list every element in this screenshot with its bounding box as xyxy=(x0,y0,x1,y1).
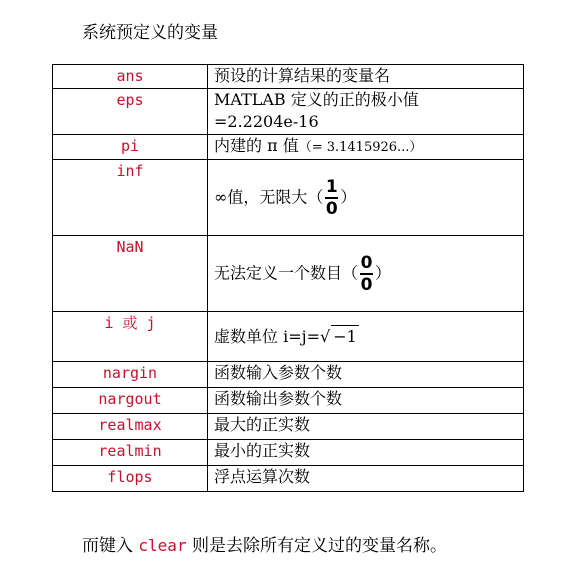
fraction xyxy=(325,178,338,218)
variable-name: realmin xyxy=(53,440,208,466)
table-row xyxy=(53,414,524,440)
variable-name: i 或 j xyxy=(53,312,208,362)
description-text: 无法定义一个数目（ xyxy=(214,263,359,282)
variable-name: pi xyxy=(53,135,208,160)
variable-description xyxy=(208,312,524,362)
description-text: 虚数单位 i=j= xyxy=(214,327,320,346)
variable-description: 预设的计算结果的变量名 xyxy=(208,65,524,89)
section-title: 系统预定义的变量 xyxy=(82,23,218,43)
pi-value-note: （= 3.1415926...） xyxy=(298,140,423,155)
variable-description: 函数输出参数个数 xyxy=(208,388,524,414)
sqrt-symbol: √ xyxy=(319,327,331,346)
variable-description xyxy=(208,89,524,135)
variable-description: 最大的正实数 xyxy=(208,414,524,440)
variable-description xyxy=(208,160,524,236)
table-row xyxy=(53,236,524,312)
variable-name: ans xyxy=(53,65,208,89)
description-text: ） xyxy=(375,263,392,282)
description-text: ∞值，无限大（ xyxy=(214,187,324,206)
description-line: MATLAB 定义的正的极小值 xyxy=(214,90,419,109)
variable-name: nargout xyxy=(53,388,208,414)
fraction-numerator: 0 xyxy=(360,252,373,273)
fraction-denominator: 0 xyxy=(360,274,373,295)
table-row xyxy=(53,135,524,160)
table-row xyxy=(53,160,524,236)
variable-description xyxy=(208,236,524,312)
table-row xyxy=(53,388,524,414)
variable-description: 浮点运算次数 xyxy=(208,466,524,492)
variable-name: realmax xyxy=(53,414,208,440)
description-text: ） xyxy=(340,187,357,206)
variable-description xyxy=(208,135,524,160)
fraction-numerator: 1 xyxy=(325,176,338,197)
description-text: 内建的 π 值 xyxy=(214,136,299,155)
variable-name: nargin xyxy=(53,362,208,388)
table-row xyxy=(53,312,524,362)
variable-description: 函数输入参数个数 xyxy=(208,362,524,388)
fraction-denominator: 0 xyxy=(325,198,338,219)
table-row xyxy=(53,89,524,135)
footer-text: 而键入 xyxy=(82,536,139,556)
sqrt-radicand: −1 xyxy=(333,327,357,346)
variable-name: eps xyxy=(53,89,208,135)
variable-name: flops xyxy=(53,466,208,492)
description-line: =2.2204e-16 xyxy=(214,112,319,131)
fraction xyxy=(360,254,373,294)
footer-note xyxy=(82,531,447,556)
table-row xyxy=(53,362,524,388)
table-row xyxy=(53,466,524,492)
predefined-variables-table xyxy=(52,64,524,492)
table-row xyxy=(53,440,524,466)
footer-text: 则是去除所有定义过的变量名称。 xyxy=(186,536,447,556)
clear-keyword: clear xyxy=(138,536,187,555)
variable-name: NaN xyxy=(53,236,208,312)
table-row xyxy=(53,65,524,89)
variable-name: inf xyxy=(53,160,208,236)
variable-description: 最小的正实数 xyxy=(208,440,524,466)
